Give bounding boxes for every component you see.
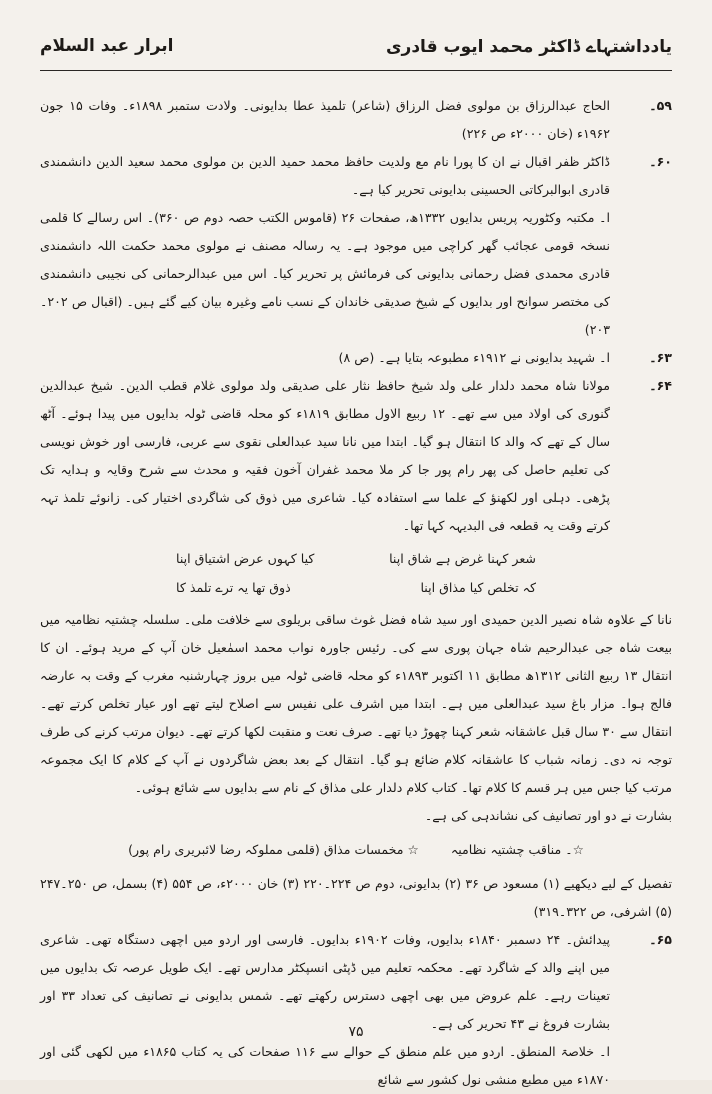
note-paragraph: الحاج عبدالرزاق بن مولوی فضل الرزاق (شاعر) تلمیذ عطا بدایونی۔ ولادت ستمبر ۱۸۹۸ء۔ وفات ۱۵ جون ۱۹۶۲ء (خان ۲۰۰۰ء ص ۲۲۶)	[40, 98, 610, 141]
page-body	[40, 92, 672, 1094]
hemistich: کیا کہوں عرض اشتیاق اپنا	[176, 551, 315, 566]
note-number: ۶۰۔	[649, 154, 672, 169]
note-paragraph: ڈاکٹر ظفر اقبال نے ان کا پورا نام مع ولدیت حافظ محمد حمید الدین بن مولوی محمد سعید الدین دانشمندی قادری ابوالبرکاتی الحسینی بدایونی تحریر کیا ہے۔	[40, 154, 610, 197]
body-paragraph: بشارت نے دو اور تصانیف کی نشاندہی کی ہے۔	[424, 808, 672, 823]
hemistich: شعر کہنا غرض ہے شاق اپنا	[389, 551, 536, 566]
note-paragraph: ا۔ خلاصۃ المنطق۔ اردو میں علم منطق کے حوالے سے ۱۱۶ صفحات کی یہ کتاب ۱۸۶۵ء میں لکھی گئی اور ۱۸۷۰ء میں مطبع منشی نول کشور سے شائع	[40, 1044, 610, 1087]
note-number: ۶۵۔	[649, 932, 672, 947]
note-paragraph: ا۔ مکتبہ وکٹوریہ پریس بدایوں ۱۳۳۲ھ، صفحات ۲۶ (قاموس الکتب حصہ دوم ص ۳۶۰)۔ اس رسالے کا قلمی نسخہ قومی عجائب گھر کراچی میں موجود ہے۔ یہ رسالہ مصنف نے مولوی محمد حکمت اللہ دانشمندی قادری محمدی فضل رحمانی بدایونی کی فرمائش پر تحریر کیا۔ اس میں عبدالرحمانی کی نجیبی دانشمندی کی مختصر سوانح اور بدایوں کے شیخ صدیقی خاندان کے نسب نامے وغیرہ بیان کیے گئے ہیں۔ (اقبال ص ۲۰۲۔۲۰۳)	[40, 210, 610, 337]
note-number: ۶۳۔	[649, 350, 672, 365]
note-number: ۶۴۔	[649, 378, 672, 393]
work-item: ☆ مخمسات مذاق (قلمی مملوکہ رضا لائبریری رام پور)	[128, 842, 419, 857]
note-paragraph: پیدائش۔ ۲۴ دسمبر ۱۸۴۰ء بدایوں، وفات ۱۹۰۲ء بدایوں۔ فارسی اور اردو میں اچھی دستگاہ تھی۔ شاعری میں اپنے والد کے شاگرد تھے۔ محکمہ تعلیم میں ڈپٹی انسپکٹر مدارس تھے۔ ایک طویل عرصہ تک بدایوں میں تعینات رہے۔ علم عروض میں بھی اچھی دسترس رکھتے تھے۔ شمس بدایونی نے تصانیف کی تعداد ۳۳ اور بشارت فروغ نے ۴۳ تحریر کی ہے۔	[40, 932, 611, 1031]
couplet	[176, 573, 536, 602]
note-entry-63	[40, 344, 672, 372]
body-paragraph: نانا کے علاوہ شاہ نصیر الدین حمیدی اور سید شاہ فضل غوث ساقی بریلوی سے خلافت ملی۔ سلسلہ چشتیہ نظامیہ میں بیعت شاہ جی عبدالرحیم شاہ جہان پوری سے کی۔ رئیس جاورہ نواب محمد اسمٰعیل خان آپ کے مرید ہوئے۔ ان کا انتقال ۱۳ ربیع الثانی ۱۳۱۲ھ مطابق ۱۱ اکتوبر ۱۸۹۳ء کو محلہ قاضی ٹولہ میں بروز چہارشنبہ مغرب کے وقت بہ عارضہ فالج ہوا۔ مزار باغ سید عبدالعلی میں ہے۔ ابتدا میں اشرف علی نفیس سے اصلاح لیتے تھے اور عیار تخلص کرتے تھے۔ انتقال سے ۳۰ سال قبل عاشقانہ شعر کہنا چھوڑ دیا تھے۔ صرف نعت و منقبت لکھا کرتے تھے۔ دیوان مرتب کرنے کی طرف توجہ نہ دی۔ زمانہ شباب کا عاشقانہ کلام ضائع ہو گیا۔ انتقال کے بعد بعض شاگردوں نے آپ کے کلام کا ایک مجموعہ مرتب کیا جس میں ہر قسم کا کلام تھا۔ کتاب کلام دلدار علی مذاق کے نام سے بدایوں سے شائع ہوئی۔	[40, 612, 673, 795]
running-title: یادداشتہاے ڈاکٹر محمد ایوب قادری	[385, 37, 672, 57]
note-paragraph: ا۔ شہید بدایونی نے ۱۹۱۲ء مطبوعہ بتایا ہے۔ (ص ۸)	[338, 350, 610, 365]
page-number: ۷۵	[348, 1024, 364, 1040]
note-paragraph: مولانا شاہ محمد دلدار علی ولد شیخ حافظ نثار علی صدیقی ولد مولوی غلام قطب الدین۔ شیخ عبدالدین گنوری کی اولاد میں سے تھے۔ ۱۲ ربیع الاول مطابق ۱۸۱۹ء کو محلہ قاضی ٹولہ بدایوں میں پیدا ہوئے۔ آٹھ سال کے تھے کہ والد کا انتقال ہو گیا۔ ابتدا میں نانا سید عبدالعلی نقوی سے عربی، فارسی اور خوش نویسی کی تعلیم حاصل کی پھر رام پور جا کر ملا محمد غفران آخون فقیہ و محدث سے شرح وقایہ و ہدایہ تک پڑھی۔ دہلی اور لکھنؤ کے علما سے استفادہ کیا۔ شاعری میں ذوق کی شاگردی اختیار کی۔ زانوئے تلمذ تہہ کرتے وقت یہ قطعہ فی البدیہہ کہا تھا۔	[40, 378, 610, 533]
note-entry-65	[40, 926, 672, 1094]
hemistich: کہ تخلص کیا مذاق اپنا	[420, 580, 536, 595]
works-list	[40, 836, 672, 864]
note-entry-64	[40, 372, 672, 540]
note-entry-60	[40, 148, 672, 344]
note-entry-59	[40, 92, 672, 148]
author-name: ابرار عبد السلام	[40, 36, 174, 56]
references-paragraph: تفصیل کے لیے دیکھیے (۱) مسعود ص ۳۶ (۲) بدایونی، دوم ص ۲۲۴۔۲۲۰ (۳) خان ۲۰۰۰ء، ص ۵۵۴ (۴) بسمل، ص ۲۵۰۔۲۴۷ (۵) اشرفی، ص ۳۲۲۔۳۱۹)	[40, 876, 672, 919]
note-number: ۵۹۔	[649, 98, 672, 113]
couplet	[176, 544, 536, 573]
work-item: ☆۔ مناقب چشتیہ نظامیہ	[450, 842, 584, 857]
hemistich: ذوق تھا یہ ترے تلمذ کا	[176, 580, 291, 595]
poetry-couplets	[176, 544, 536, 602]
page-header	[40, 22, 672, 71]
